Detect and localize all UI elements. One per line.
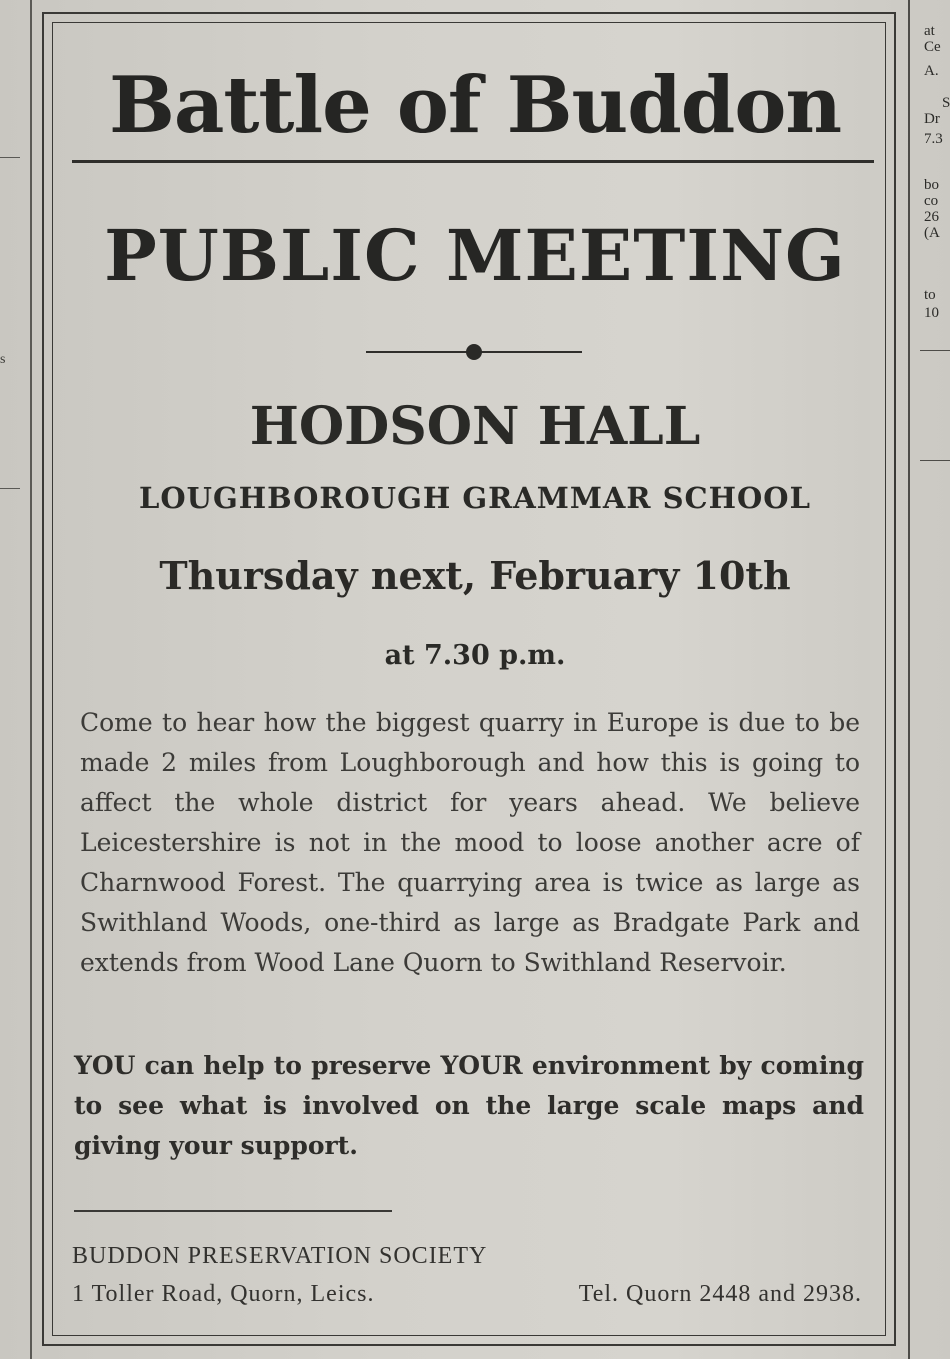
- right-column-text-fragment: at: [924, 23, 935, 39]
- right-column-text-fragment: co: [924, 193, 939, 209]
- right-column-text-fragment: 7.3: [924, 131, 943, 147]
- footer-rule: [74, 1210, 392, 1212]
- right-column-text-fragment: (A: [924, 225, 940, 241]
- society-telephone: Tel. Quorn 2448 and 2938.: [578, 1281, 862, 1307]
- right-column-text-fragment: A.: [924, 63, 939, 79]
- right-column-text-fragment: to: [924, 287, 936, 303]
- column-rule: [920, 350, 950, 351]
- right-column-text-fragment: bo: [924, 177, 939, 193]
- society-name: BUDDON PRESERVATION SOCIETY: [72, 1243, 488, 1269]
- advert-headline: Battle of Buddon: [108, 60, 842, 151]
- body-paragraph: Come to hear how the biggest quarry in Europe is due to be made 2 miles from Loughborough and how this is going to affect the whole district for years ahead. We believe Leicestershire is not in the mood to loose another acre of Charnwood Forest. The quarrying area is twice as large as Swithland Woods, one-third as large as Bradgate Park and extends from Wood Lane Quorn to Swithland Reservoir.: [80, 708, 860, 977]
- meeting-date: Thursday next, February 10th: [159, 553, 791, 598]
- right-adjacent-column: [908, 0, 950, 1359]
- right-column-text-fragment: 26: [924, 209, 939, 225]
- contact-line: [72, 1276, 862, 1312]
- column-rule: [0, 488, 20, 489]
- venue-name: HODSON HALL: [249, 396, 701, 457]
- column-rule: [0, 157, 20, 158]
- right-column-text-fragment: Dr: [924, 111, 940, 127]
- call-to-action-paragraph: YOU can help to preserve YOUR environment by coming to see what is involved on the large scale maps and giving your support.: [74, 1051, 864, 1160]
- headline-rule: [72, 160, 874, 163]
- dot-rule-ornament: [366, 344, 582, 360]
- meeting-heading: PUBLIC MEETING: [104, 214, 846, 297]
- society-address: 1 Toller Road, Quorn, Leics.: [72, 1281, 375, 1307]
- column-rule: [920, 460, 950, 461]
- venue-institution: LOUGHBOROUGH GRAMMAR SCHOOL: [139, 481, 811, 515]
- right-column-text-fragment: Ce: [924, 39, 941, 55]
- right-column-text-fragment: S: [942, 95, 950, 111]
- left-column-text-fragment: s: [0, 352, 6, 367]
- left-adjacent-column: [0, 0, 32, 1359]
- meeting-time: at 7.30 p.m.: [384, 640, 566, 671]
- right-column-text-fragment: 10: [924, 305, 939, 321]
